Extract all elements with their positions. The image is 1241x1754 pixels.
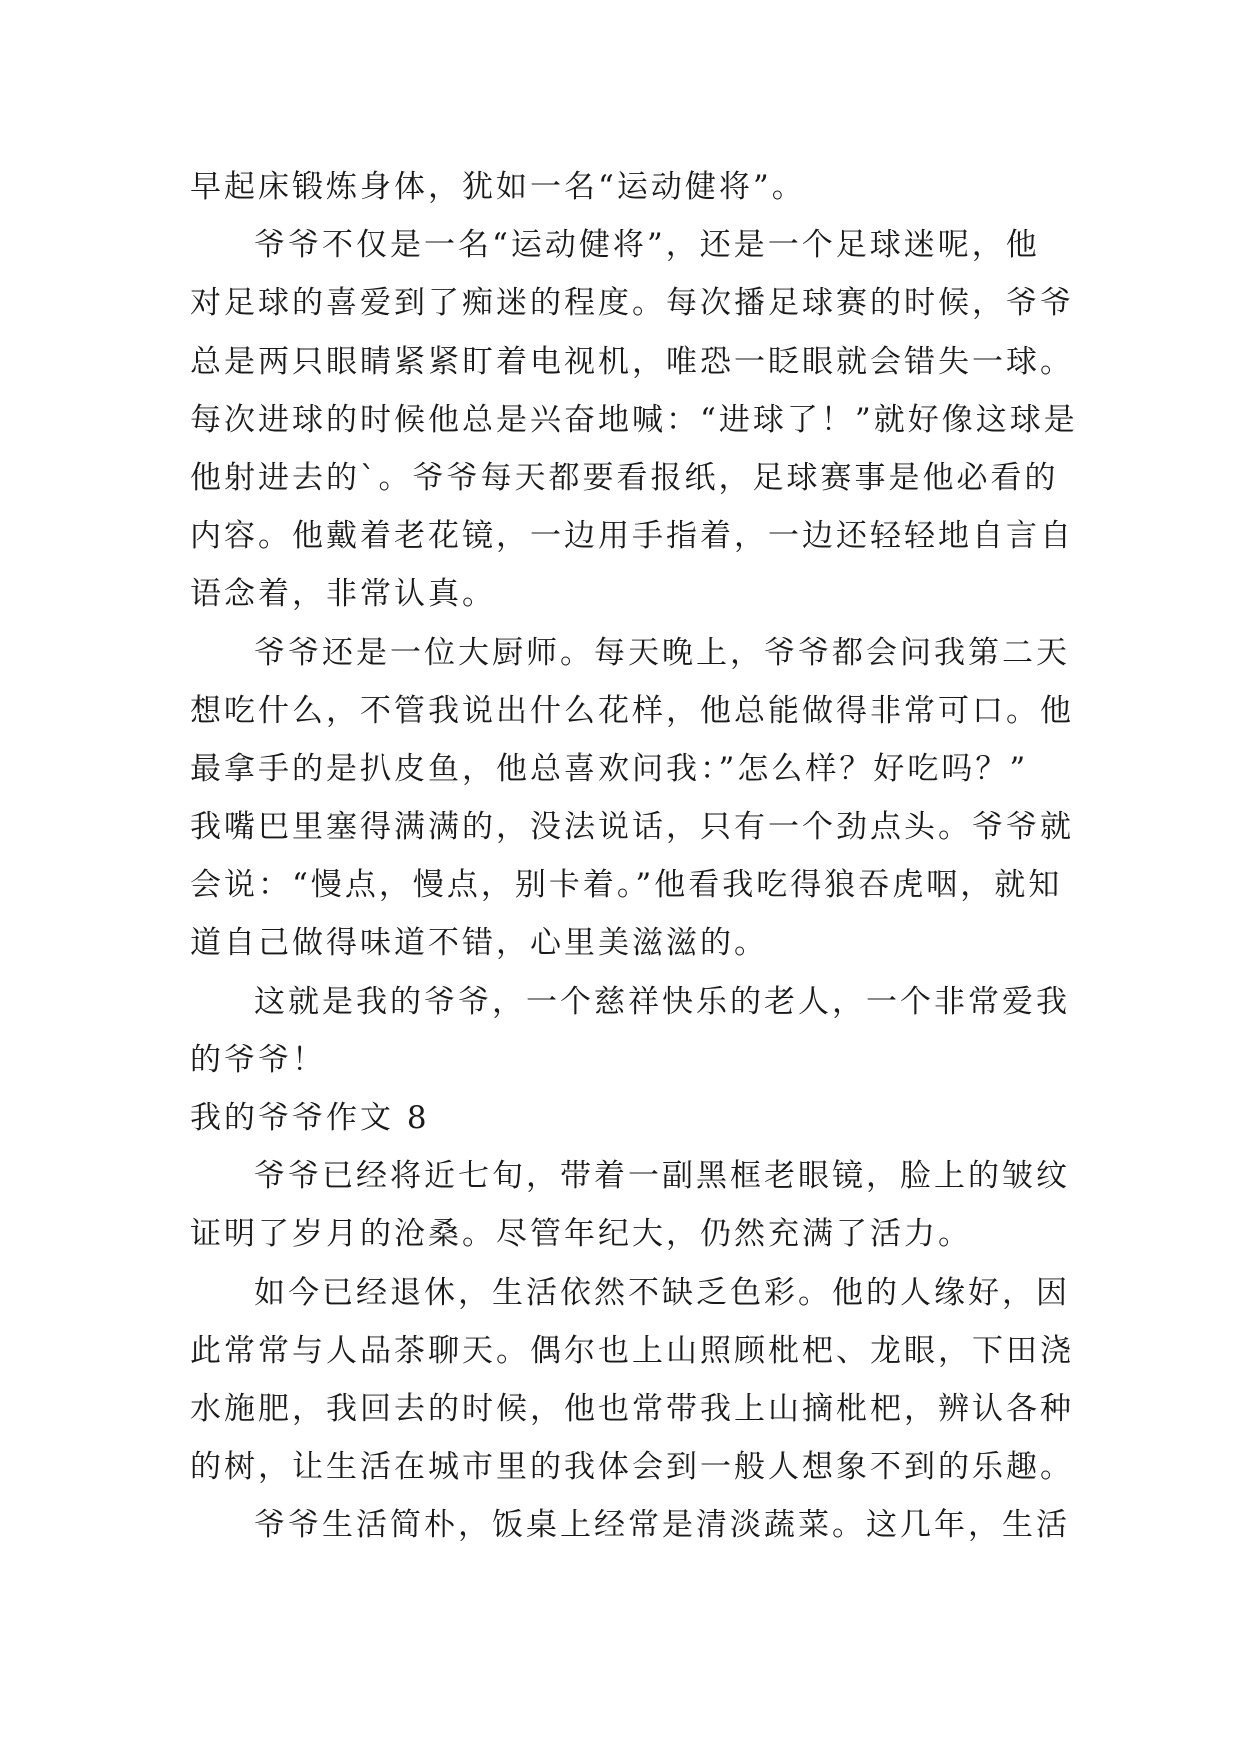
text-line: 想吃什么，不管我说出什么花样，他总能做得非常可口。他	[190, 692, 1074, 729]
text-line: 道自己做得味道不错，心里美滋滋的。	[190, 925, 768, 962]
text-line: 如今已经退休，生活依然不缺乏色彩。他的人缘好，因	[254, 1274, 1070, 1311]
text-line: 每次进球的时候他总是兴奋地喊：“进球了！”就好像这球是	[190, 401, 1078, 438]
text-line: 爷爷不仅是一名“运动健将”，还是一个足球迷呢，他	[254, 227, 1040, 264]
text-line: 语念着，非常认真。	[190, 576, 496, 613]
text-line: 证明了岁月的沧桑。尽管年纪大，仍然充满了活力。	[190, 1216, 972, 1253]
text-line: 最拿手的是扒皮鱼，他总喜欢问我：”怎么样？好吃吗？”	[190, 750, 1029, 787]
text-line: 内容。他戴着老花镜，一边用手指着，一边还轻轻地自言自	[190, 518, 1074, 555]
text-line: 爷爷已经将近七旬，带着一副黑框老眼镜，脸上的皱纹	[254, 1158, 1070, 1195]
text-line: 此常常与人品茶聊天。偶尔也上山照顾枇杷、龙眼，下田浇	[190, 1332, 1074, 1369]
text-line: 爷爷还是一位大厨师。每天晚上，爷爷都会问我第二天	[254, 634, 1070, 671]
text-line: 总是两只眼睛紧紧盯着电视机，唯恐一眨眼就会错失一球。	[190, 343, 1074, 380]
text-line: 会说：“慢点，慢点，别卡着。”他看我吃得狼吞虎咽，就知	[190, 867, 1063, 904]
text-line: 对足球的喜爱到了痴迷的程度。每次播足球赛的时候，爷爷	[190, 285, 1074, 322]
document-body	[190, 158, 1078, 1555]
text-line: 这就是我的爷爷，一个慈祥快乐的老人，一个非常爱我	[254, 983, 1070, 1020]
text-line: 的爷爷！	[190, 1041, 326, 1078]
text-line: 我嘴巴里塞得满满的，没法说话，只有一个劲点头。爷爷就	[190, 809, 1074, 846]
text-line: 他射进去的`。爷爷每天都要看报纸，足球赛事是他必看的	[190, 459, 1059, 496]
section-heading: 我的爷爷作文 8	[190, 1100, 430, 1136]
text-line: 的树，让生活在城市里的我体会到一般人想象不到的乐趣。	[190, 1449, 1074, 1486]
text-line: 爷爷生活简朴，饭桌上经常是清淡蔬菜。这几年，生活	[254, 1507, 1070, 1544]
text-line: 水施肥，我回去的时候，他也常带我上山摘枇杷，辨认各种	[190, 1390, 1074, 1427]
text-line: 早起床锻炼身体，犹如一名“运动健将”。	[190, 169, 806, 205]
